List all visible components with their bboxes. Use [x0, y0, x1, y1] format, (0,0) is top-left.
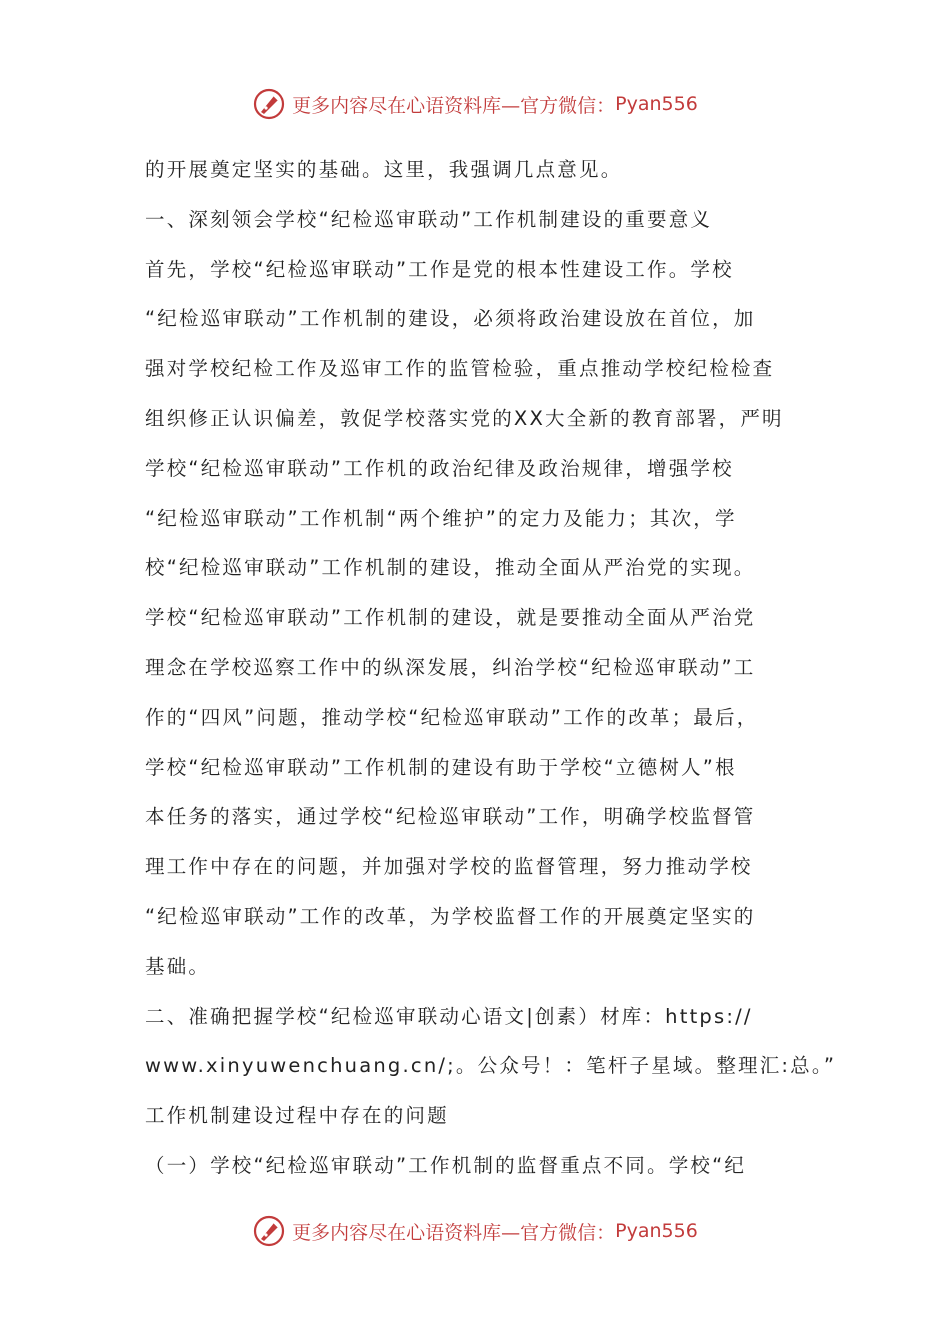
- body-line: 作的“四风”问题，推动学校“纪检巡审联动”工作的改革；最后，: [145, 705, 759, 729]
- header-banner: [0, 84, 950, 124]
- footer-banner: [0, 1211, 950, 1251]
- pen-nib-logo-icon: [252, 87, 286, 121]
- body-line: 首先，学校“纪检巡审联动”工作是党的根本性建设工作。学校: [145, 257, 734, 281]
- body-line: “纪检巡审联动”工作机制“两个维护”的定力及能力；其次，学: [145, 506, 737, 530]
- pen-nib-logo-icon: [252, 1214, 286, 1248]
- footer-banner-text: 更多内容尽在心语资料库—官方微信：: [292, 1221, 616, 1244]
- body-line: 学校“纪检巡审联动”工作机制的建设，就是要推动全面从严治党: [145, 606, 756, 630]
- body-line: 组织修正认识偏差，敦促学校落实党的XX大全新的教育部署，严明: [145, 406, 784, 430]
- body-line: 学校“纪检巡审联动”工作机制的建设有助于学校“立德树人”根: [145, 755, 737, 779]
- section-heading: 一、深刻领会学校“纪检巡审联动”工作机制建设的重要意义: [145, 207, 713, 231]
- body-line: 工作机制建设过程中存在的问题: [145, 1104, 449, 1128]
- footer-banner-inner: [252, 1214, 698, 1248]
- header-banner-inner: [252, 87, 698, 121]
- body-line: www.xinyuwenchuang.cn/;。公众号！：笔杆子星域。整理汇:总。”: [145, 1054, 837, 1078]
- section-heading: 二、准确把握学校“纪检巡审联动心语文|创素）材库：https://: [145, 1004, 753, 1028]
- document-body: [145, 152, 837, 1198]
- body-line: 校“纪检巡审联动”工作机制的建设，推动全面从严治党的实现。: [145, 556, 756, 580]
- body-line: “纪检巡审联动”工作的改革，为学校监督工作的开展奠定坚实的: [145, 904, 756, 928]
- footer-banner-contact: Pyan556: [615, 1220, 698, 1242]
- subsection-heading: （一）学校“纪检巡审联动”工作机制的监督重点不同。学校“纪: [145, 1153, 747, 1177]
- body-line: 理念在学校巡察工作中的纵深发展，纠治学校“纪检巡审联动”工: [145, 655, 756, 679]
- body-line: “纪检巡审联动”工作机制的建设，必须将政治建设放在首位，加: [145, 307, 756, 331]
- body-line: 的开展奠定坚实的基础。这里，我强调几点意见。: [145, 158, 623, 181]
- body-line: 本任务的落实，通过学校“纪检巡审联动”工作，明确学校监督管: [145, 805, 756, 829]
- header-banner-contact: Pyan556: [615, 93, 698, 115]
- body-line: 基础。: [145, 954, 211, 978]
- header-banner-text: 更多内容尽在心语资料库—官方微信：: [292, 94, 616, 117]
- body-line: 学校“纪检巡审联动”工作机的政治纪律及政治规律，增强学校: [145, 456, 734, 480]
- body-line: 强对学校纪检工作及巡审工作的监管检验，重点推动学校纪检检查: [145, 357, 775, 381]
- body-line: 理工作中存在的问题，并加强对学校的监督管理，努力推动学校: [145, 855, 753, 879]
